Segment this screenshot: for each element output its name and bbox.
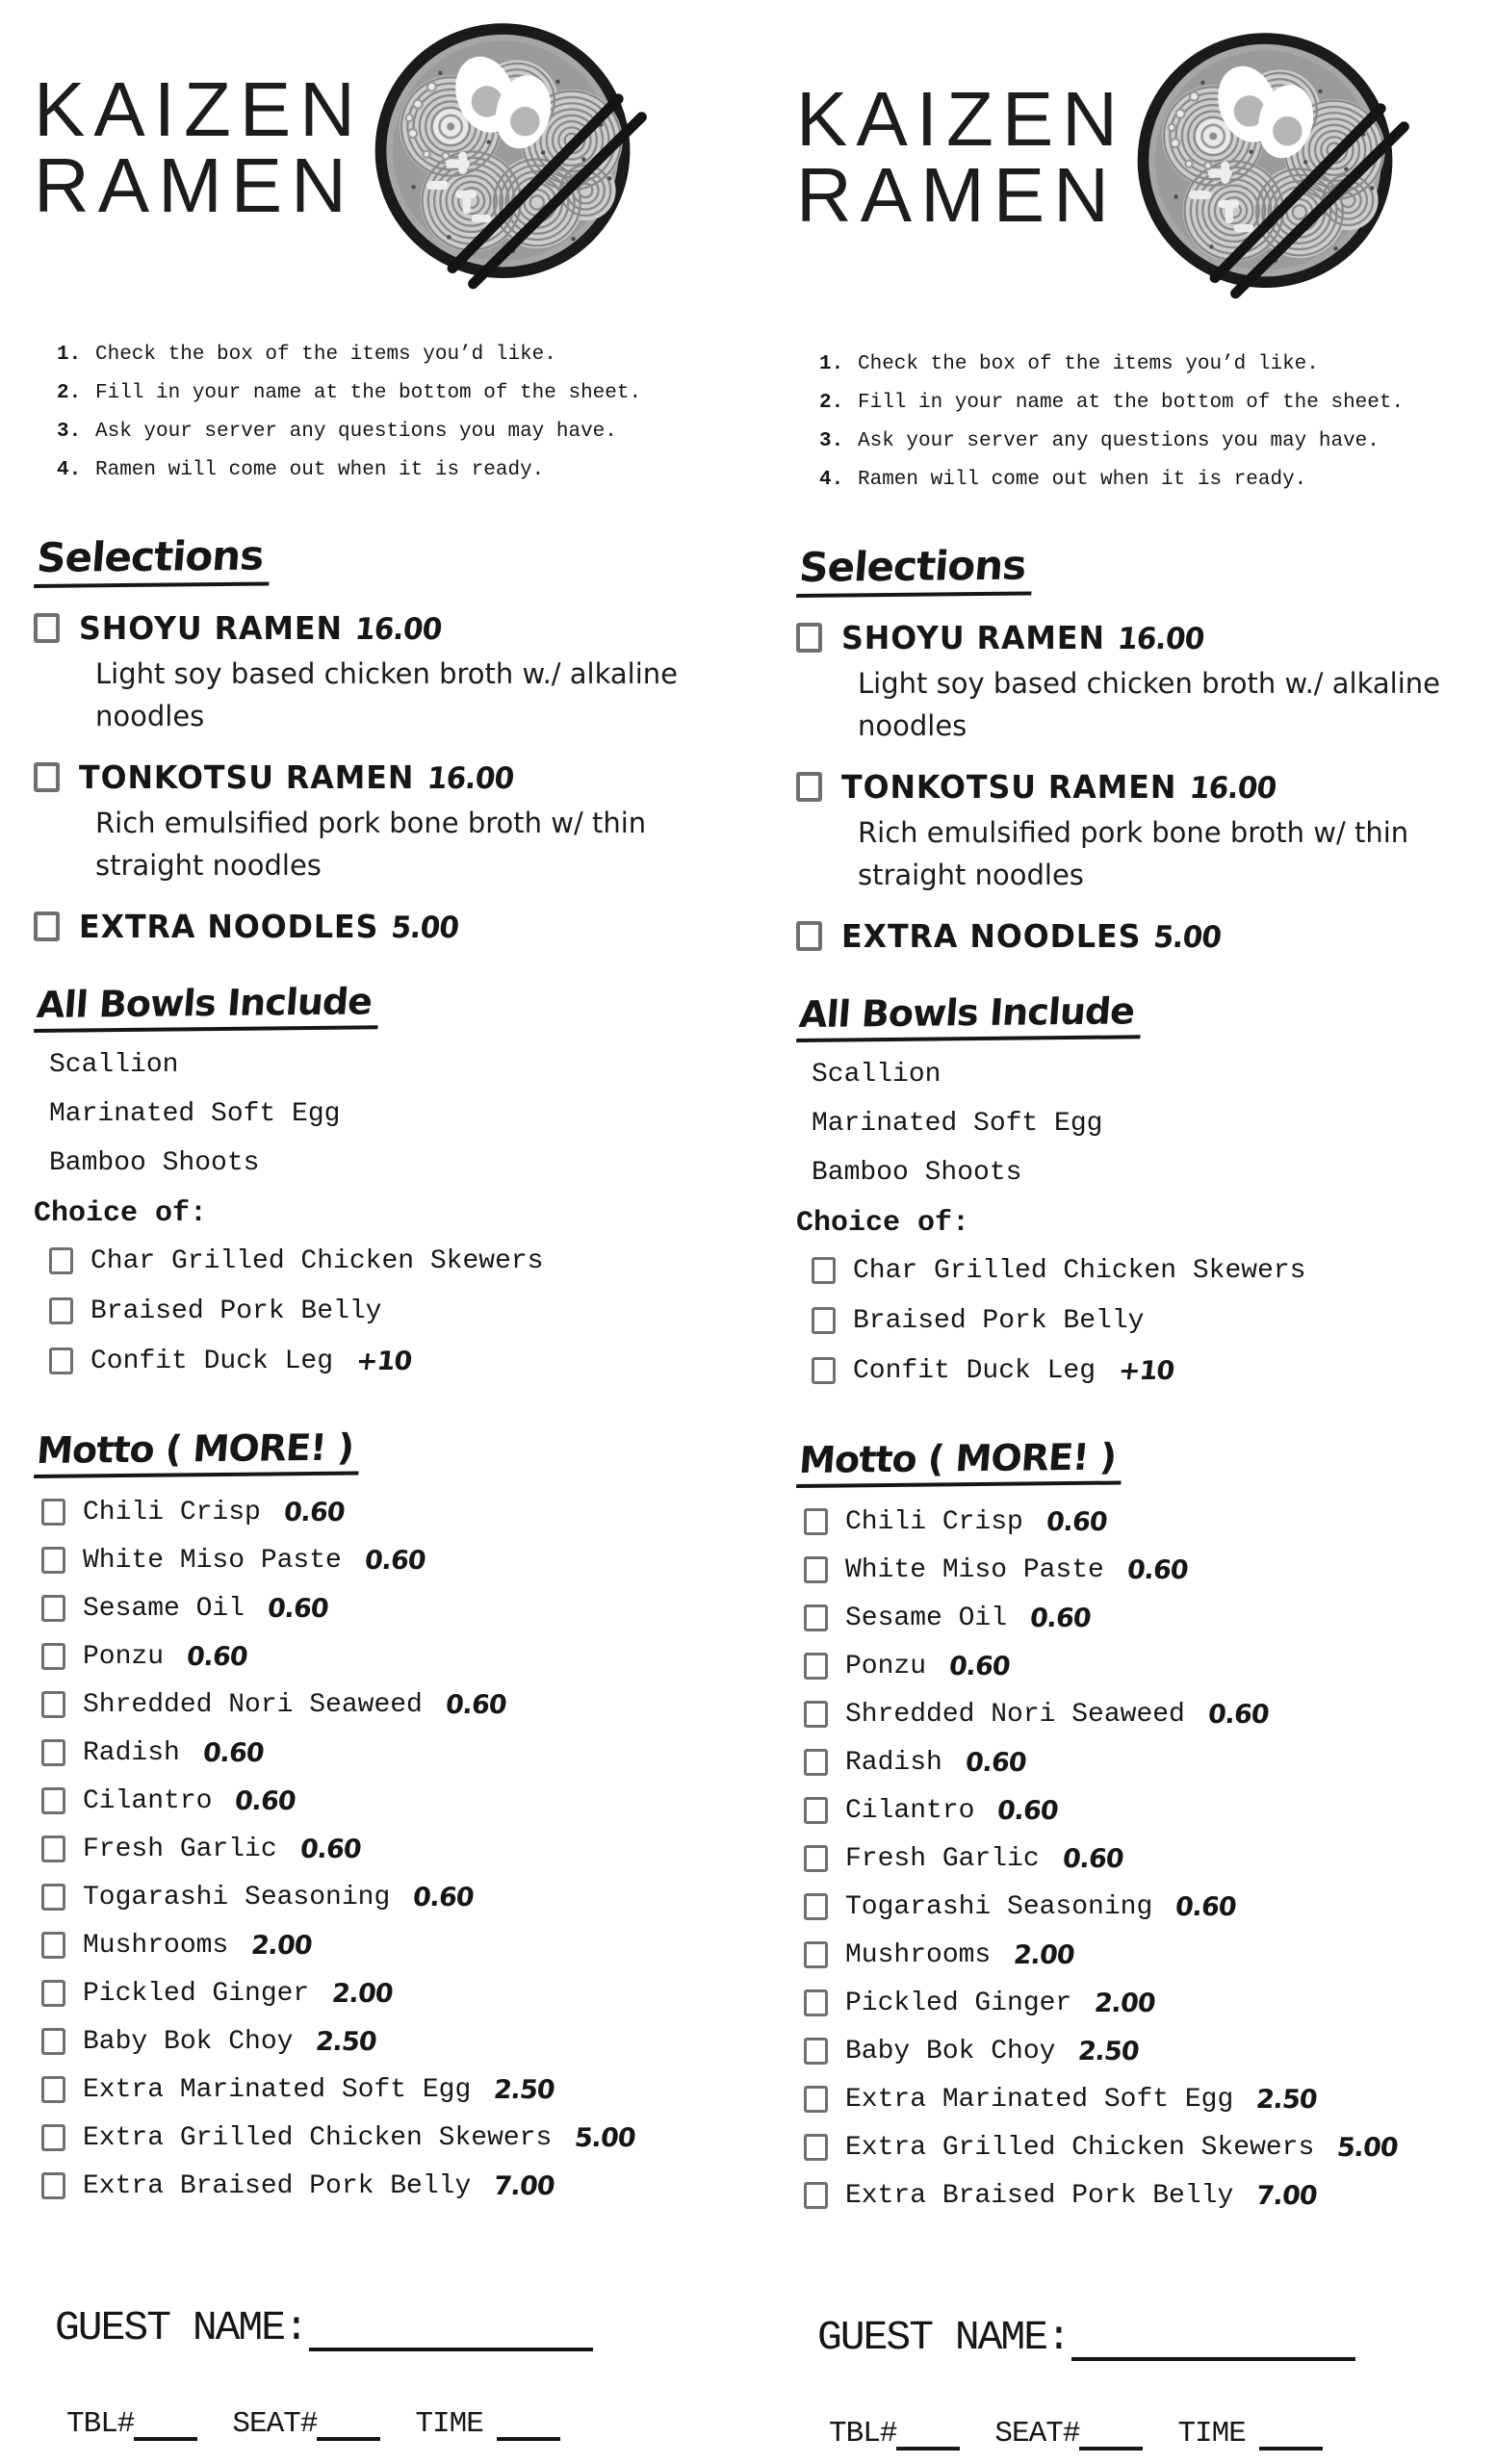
choice-row <box>812 1346 1488 1396</box>
item-price: 16.00 <box>425 761 515 796</box>
item-price: 2.50 <box>314 2026 378 2057</box>
motto-row <box>804 1546 1488 1594</box>
time-label: TIME <box>415 2407 483 2441</box>
item-price: 2.00 <box>1012 1939 1076 1970</box>
instruction-item <box>819 423 1488 461</box>
item-label: Char Grilled Chicken Skewers <box>853 1255 1306 1286</box>
item-price: 0.60 <box>185 1641 249 1672</box>
motto-row <box>41 2114 740 2162</box>
instruction-number: 2. <box>57 382 82 404</box>
motto-row <box>41 2066 740 2114</box>
item-price: 0.60 <box>444 1689 508 1720</box>
item-price: 0.60 <box>282 1497 347 1527</box>
item-price: 0.60 <box>1174 1891 1238 1922</box>
instruction-text: Fill in your name at the bottom of the sheet. <box>95 382 642 404</box>
motto-row <box>804 1883 1488 1931</box>
choice-list <box>796 1245 1488 1396</box>
brand-wordmark <box>796 76 1126 239</box>
checkbox[interactable] <box>49 1297 73 1324</box>
menu-item-row <box>796 917 1488 955</box>
checkbox[interactable] <box>804 1556 828 1583</box>
motto-row <box>804 1931 1488 1979</box>
motto-row <box>41 1777 740 1825</box>
include-item: Marinated Soft Egg <box>49 1099 341 1129</box>
item-price: 0.60 <box>947 1651 1012 1681</box>
ramen-bowl-icon <box>366 21 657 291</box>
item-label: Ponzu <box>83 1641 165 1672</box>
item-label: Pickled Ginger <box>845 1988 1072 2018</box>
item-label: Sesame Oil <box>845 1603 1008 1633</box>
item-price: 16.00 <box>353 612 444 647</box>
item-price: 16.00 <box>1116 622 1206 656</box>
instruction-item <box>57 413 740 451</box>
checkbox[interactable] <box>804 2182 828 2209</box>
menu-column <box>748 0 1496 2464</box>
item-price: +10 <box>1117 1355 1175 1386</box>
choice-row <box>49 1336 740 1386</box>
brand-line2: RAMEN <box>34 142 355 229</box>
checkbox[interactable] <box>812 1307 836 1334</box>
logo <box>34 15 740 299</box>
motto-row <box>41 1729 740 1777</box>
motto-list <box>796 1498 1488 2220</box>
item-label: Extra Grilled Chicken Skewers <box>845 2132 1315 2163</box>
item-description: Light soy based chicken broth w./ alkaline noodles <box>858 667 1440 742</box>
seat-number-field[interactable] <box>1079 2422 1143 2451</box>
instruction-text: Ask your server any questions you may have. <box>95 421 617 443</box>
item-label: Mushrooms <box>845 1939 992 1970</box>
checkbox[interactable] <box>804 1941 828 1968</box>
menu-item-row <box>796 619 1488 656</box>
time-field[interactable] <box>497 2412 560 2441</box>
item-label: EXTRA NOODLES <box>841 917 1142 955</box>
guest-name-field[interactable] <box>1071 2321 1355 2361</box>
instructions-list <box>57 336 740 490</box>
checkbox[interactable] <box>804 1845 828 1872</box>
logo <box>796 25 1488 309</box>
motto-row <box>804 2027 1488 2075</box>
item-label: Mushrooms <box>83 1930 229 1961</box>
item-label: Extra Grilled Chicken Skewers <box>83 2122 553 2153</box>
checkbox[interactable] <box>41 1643 65 1670</box>
item-label: Confit Duck Leg <box>853 1355 1096 1386</box>
item-price: 0.60 <box>1045 1506 1109 1537</box>
checkbox[interactable] <box>41 2124 65 2151</box>
checkbox[interactable] <box>34 911 60 941</box>
brand-line2: RAMEN <box>796 152 1118 239</box>
includes-list <box>812 1050 1488 1197</box>
checkbox[interactable] <box>41 1980 65 2007</box>
item-label: Braised Pork Belly <box>853 1305 1145 1336</box>
table-number-label: TBL# <box>66 2407 135 2441</box>
guest-name-label: GUEST NAME: <box>817 2314 1070 2361</box>
motto-row <box>804 1690 1488 1738</box>
checkbox[interactable] <box>804 1701 828 1728</box>
guest-name-field[interactable] <box>309 2311 593 2351</box>
instruction-text: Ramen will come out when it is ready. <box>858 469 1307 491</box>
menu-item-row <box>34 758 740 796</box>
choice-of-label: Choice of: <box>34 1197 208 1230</box>
checkbox[interactable] <box>49 1348 73 1374</box>
instruction-item <box>57 336 740 374</box>
motto-row <box>804 1642 1488 1690</box>
instruction-number: 2. <box>819 392 844 414</box>
item-price: 0.60 <box>363 1545 427 1576</box>
checkbox[interactable] <box>41 1835 65 1862</box>
instruction-item <box>819 384 1488 423</box>
checkbox[interactable] <box>804 1749 828 1776</box>
item-label: Fresh Garlic <box>83 1834 277 1864</box>
item-label: Char Grilled Chicken Skewers <box>90 1245 544 1276</box>
checkbox[interactable] <box>812 1357 836 1384</box>
table-info-row <box>829 2417 1488 2451</box>
motto-row <box>804 2123 1488 2171</box>
item-label: Extra Marinated Soft Egg <box>845 2084 1234 2115</box>
motto-row <box>804 1594 1488 1642</box>
item-label: Cilantro <box>845 1795 975 1826</box>
include-item: Bamboo Shoots <box>49 1148 260 1178</box>
item-price: 0.60 <box>995 1795 1060 1826</box>
item-label: Baby Bok Choy <box>83 2026 294 2057</box>
item-label: EXTRA NOODLES <box>79 908 379 945</box>
instruction-number: 3. <box>819 430 844 452</box>
item-description: Light soy based chicken broth w./ alkaline noodles <box>95 657 678 732</box>
menu-item-title <box>841 768 1276 806</box>
menu-item-title <box>841 619 1204 656</box>
table-number-group <box>66 2407 197 2441</box>
motto-row <box>41 1921 740 1969</box>
motto-row <box>804 1835 1488 1883</box>
checkbox[interactable] <box>812 1257 836 1284</box>
checkbox[interactable] <box>41 2076 65 2103</box>
checkbox[interactable] <box>41 2028 65 2055</box>
checkbox[interactable] <box>804 1989 828 2016</box>
checkbox[interactable] <box>41 1739 65 1766</box>
item-price: 5.00 <box>390 911 461 945</box>
guest-name-label: GUEST NAME: <box>55 2304 307 2351</box>
time-group <box>1177 2417 1322 2451</box>
item-price: 0.60 <box>964 1747 1028 1778</box>
checkbox[interactable] <box>41 1932 65 1959</box>
item-price: 0.60 <box>1028 1603 1093 1633</box>
item-description: Rich emulsified pork bone broth w/ thin straight noodles <box>95 807 647 882</box>
item-label: Togarashi Seasoning <box>845 1891 1153 1922</box>
checkbox[interactable] <box>41 1595 65 1622</box>
choice-of-label: Choice of: <box>796 1207 970 1240</box>
menu-item-row <box>34 609 740 647</box>
item-label: Ponzu <box>845 1651 927 1681</box>
selections-heading: Selections <box>796 541 1035 598</box>
item-price: 0.60 <box>411 1882 476 1912</box>
item-price: 0.60 <box>266 1593 330 1624</box>
item-price: 0.60 <box>298 1834 362 1864</box>
footer <box>55 2304 740 2441</box>
include-item: Bamboo Shoots <box>812 1158 1022 1188</box>
instruction-number: 1. <box>57 344 82 366</box>
instruction-text: Ramen will come out when it is ready. <box>95 459 545 481</box>
checkbox[interactable] <box>804 2038 828 2065</box>
instruction-item <box>819 461 1488 500</box>
menu-item-row <box>34 908 740 945</box>
instruction-item <box>819 346 1488 384</box>
instruction-number: 1. <box>819 353 844 375</box>
item-label: Cilantro <box>83 1785 213 1816</box>
item-price: 5.00 <box>1335 2132 1400 2163</box>
brand-wordmark <box>34 66 364 229</box>
includes-list <box>49 1040 740 1188</box>
motto-row <box>41 1584 740 1632</box>
menu-item-title <box>79 908 461 945</box>
motto-row <box>41 2017 740 2066</box>
item-label: Confit Duck Leg <box>90 1346 334 1376</box>
checkbox[interactable] <box>41 1787 65 1814</box>
instruction-text: Fill in your name at the bottom of the sheet. <box>858 392 1405 414</box>
motto-row <box>804 1738 1488 1786</box>
item-label: TONKOTSU RAMEN <box>79 758 415 796</box>
table-number-field[interactable] <box>134 2412 197 2441</box>
instruction-text: Check the box of the items you’d like. <box>95 344 556 366</box>
selections-heading: Selections <box>34 531 272 588</box>
checkbox[interactable] <box>41 1499 65 1526</box>
item-label: Sesame Oil <box>83 1593 245 1624</box>
item-price: 5.00 <box>573 2122 637 2153</box>
choice-list <box>34 1236 740 1386</box>
guest-name-row <box>817 2314 1488 2361</box>
table-number-label: TBL# <box>829 2417 897 2451</box>
checkbox[interactable] <box>41 2172 65 2199</box>
seat-number-field[interactable] <box>317 2412 380 2441</box>
motto-row <box>41 1536 740 1584</box>
choice-row <box>812 1245 1488 1296</box>
motto-row <box>804 1979 1488 2027</box>
seat-number-label: SEAT# <box>994 2417 1080 2451</box>
guest-name-row <box>55 2304 740 2351</box>
item-label: Fresh Garlic <box>845 1843 1040 1874</box>
instructions-list <box>819 346 1488 500</box>
item-price: 0.60 <box>233 1785 297 1816</box>
item-description: Rich emulsified pork bone broth w/ thin straight noodles <box>858 816 1409 891</box>
item-price: +10 <box>354 1346 413 1376</box>
item-label: Togarashi Seasoning <box>83 1882 391 1912</box>
item-label: White Miso Paste <box>845 1554 1104 1585</box>
item-price: 2.50 <box>1254 2084 1319 2115</box>
motto-row <box>41 1488 740 1536</box>
motto-row <box>41 1825 740 1873</box>
item-label: SHOYU RAMEN <box>79 609 343 647</box>
time-label: TIME <box>1177 2417 1246 2451</box>
include-item: Marinated Soft Egg <box>812 1109 1103 1139</box>
instruction-text: Ask your server any questions you may have. <box>858 430 1380 452</box>
item-price: 0.60 <box>1061 1843 1124 1874</box>
motto-row <box>41 1969 740 2017</box>
choice-row <box>49 1286 740 1336</box>
checkbox[interactable] <box>804 2086 828 2113</box>
ramen-bowl-icon <box>1128 31 1419 300</box>
item-price: 2.00 <box>330 1978 395 2009</box>
seat-number-label: SEAT# <box>232 2407 318 2441</box>
motto-row <box>804 1786 1488 1835</box>
item-price: 2.50 <box>492 2074 556 2105</box>
checkbox[interactable] <box>796 623 822 653</box>
instruction-number: 3. <box>57 421 82 443</box>
motto-row <box>41 1681 740 1729</box>
item-price: 7.00 <box>492 2170 556 2201</box>
item-label: Chili Crisp <box>845 1506 1023 1537</box>
include-item: Scallion <box>49 1050 179 1080</box>
checkbox[interactable] <box>804 1508 828 1535</box>
item-label: Shredded Nori Seaweed <box>845 1699 1185 1730</box>
checkbox[interactable] <box>804 1653 828 1680</box>
motto-row <box>804 2171 1488 2220</box>
choice-row <box>812 1296 1488 1346</box>
item-price: 2.00 <box>249 1930 314 1961</box>
brand-line1: KAIZEN <box>34 66 364 152</box>
seat-number-group <box>994 2417 1143 2451</box>
motto-list <box>34 1488 740 2210</box>
item-price: 2.50 <box>1076 2036 1141 2066</box>
item-label: White Miso Paste <box>83 1545 342 1576</box>
motto-heading: Motto ( MORE! ) <box>796 1435 1125 1488</box>
checkbox[interactable] <box>41 1884 65 1911</box>
menu-item-title <box>79 758 513 796</box>
checkbox[interactable] <box>804 1893 828 1920</box>
checkbox[interactable] <box>41 1547 65 1574</box>
brand-line1: KAIZEN <box>796 76 1126 162</box>
seat-number-group <box>232 2407 380 2441</box>
item-price: 5.00 <box>1152 920 1224 955</box>
item-label: Radish <box>83 1737 180 1768</box>
item-label: Shredded Nori Seaweed <box>83 1689 423 1720</box>
item-label: Pickled Ginger <box>83 1978 310 2009</box>
item-price: 7.00 <box>1254 2180 1319 2211</box>
checkbox[interactable] <box>804 2134 828 2161</box>
menu-item-title <box>79 609 442 647</box>
selections-list <box>34 609 740 945</box>
item-price: 0.60 <box>1206 1699 1271 1730</box>
motto-row <box>41 1632 740 1681</box>
instruction-item <box>57 451 740 490</box>
motto-heading: Motto ( MORE! ) <box>34 1425 363 1478</box>
instruction-number: 4. <box>57 459 82 481</box>
menu-item-row <box>796 768 1488 806</box>
includes-heading: All Bowls Include <box>34 980 381 1033</box>
motto-row <box>804 1498 1488 1546</box>
item-label: Chili Crisp <box>83 1497 261 1527</box>
instruction-number: 4. <box>819 469 844 491</box>
time-field[interactable] <box>1259 2422 1323 2451</box>
checkbox[interactable] <box>34 762 60 792</box>
item-price: 0.60 <box>1125 1554 1190 1585</box>
include-item: Scallion <box>812 1060 941 1090</box>
menu-item-title <box>841 917 1224 955</box>
checkbox[interactable] <box>804 1797 828 1824</box>
item-price: 0.60 <box>201 1737 266 1768</box>
includes-heading: All Bowls Include <box>796 989 1144 1042</box>
instruction-item <box>57 374 740 413</box>
table-info-row <box>66 2407 740 2441</box>
table-number-field[interactable] <box>896 2422 960 2451</box>
item-price: 2.00 <box>1093 1988 1157 2018</box>
checkbox[interactable] <box>796 772 822 802</box>
instruction-text: Check the box of the items you’d like. <box>858 353 1319 375</box>
item-label: Baby Bok Choy <box>845 2036 1056 2066</box>
checkbox[interactable] <box>34 613 60 643</box>
item-label: TONKOTSU RAMEN <box>841 768 1177 806</box>
time-group <box>415 2407 559 2441</box>
item-label: Extra Braised Pork Belly <box>845 2180 1234 2211</box>
item-label: Braised Pork Belly <box>90 1296 382 1326</box>
checkbox[interactable] <box>796 921 822 951</box>
motto-row <box>41 1873 740 1921</box>
checkbox[interactable] <box>41 1691 65 1718</box>
table-number-group <box>829 2417 960 2451</box>
motto-row <box>41 2162 740 2210</box>
item-label: SHOYU RAMEN <box>841 619 1105 656</box>
selections-list <box>796 619 1488 955</box>
footer <box>817 2314 1488 2451</box>
item-label: Extra Braised Pork Belly <box>83 2170 472 2201</box>
item-label: Extra Marinated Soft Egg <box>83 2074 472 2105</box>
item-price: 16.00 <box>1187 771 1277 806</box>
checkbox[interactable] <box>49 1247 73 1274</box>
checkbox[interactable] <box>804 1604 828 1631</box>
motto-row <box>804 2075 1488 2123</box>
choice-row <box>49 1236 740 1286</box>
item-label: Radish <box>845 1747 942 1778</box>
